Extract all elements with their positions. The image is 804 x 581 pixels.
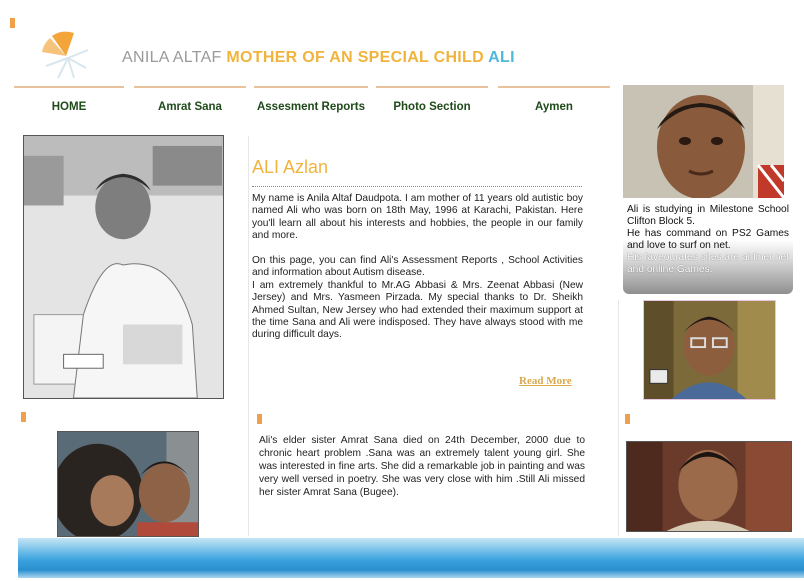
nav-item-amrat-sana[interactable] bbox=[134, 86, 246, 120]
ali-portrait-photo bbox=[23, 135, 224, 399]
sidebar-info-box bbox=[623, 200, 793, 294]
orange-marker bbox=[10, 18, 15, 28]
intro-text bbox=[252, 193, 583, 342]
nav-item-aymen[interactable] bbox=[498, 86, 610, 120]
footer-bar bbox=[18, 538, 804, 578]
nav-item-label: Amrat Sana bbox=[158, 101, 222, 113]
intro-paragraph: My name is Anila Altaf Daudpota. I am mother of 11 years old autistic boy named Ali who was born on 18th May, 1996 at Karachi, Pakistan. Here you'll learn all about his interests and hobbies, the people in our family and more. bbox=[252, 193, 583, 242]
read-more-link[interactable]: Read More bbox=[519, 375, 572, 387]
site-title-name: ANILA ALTAF bbox=[122, 49, 222, 66]
site-title bbox=[122, 49, 515, 67]
intro-paragraph: On this page, you can find Ali's Assessment Reports , School Activities and information about Autism disease. bbox=[252, 255, 583, 279]
main-heading: ALI Azlan bbox=[252, 157, 329, 177]
column-divider bbox=[248, 136, 249, 536]
sidebar-info-line: He has command on PS2 Games and love to surf on net. bbox=[627, 228, 789, 251]
ali-glasses-photo bbox=[643, 300, 776, 400]
nav-item-label: HOME bbox=[51, 101, 87, 113]
nav-item-label: Aymen bbox=[535, 101, 573, 113]
ali-with-sister-photo bbox=[57, 431, 199, 537]
sidebar-info-line: His faveourates sites are airliner.net and online Games. bbox=[627, 252, 789, 275]
column-divider bbox=[618, 300, 619, 536]
orange-marker bbox=[21, 412, 26, 422]
sidebar-info-line: Ali is studying in Milestone School Clifton Block 5. bbox=[627, 204, 789, 227]
ali-closeup-photo bbox=[623, 85, 784, 198]
nav-item-photo-section[interactable] bbox=[376, 86, 488, 120]
intro-paragraph: I am extremely thankful to Mr.AG Abbasi & Mrs. Zeenat Abbasi (New Jersey) and Mrs. Yasmeen Pirzada. My special thanks to Dr. Sheikh Ahmed Sultan, New Jersey who had extended their maximum support at the time Sana and Ali were indisposed. They have always stood with me during difficult days. bbox=[252, 279, 583, 341]
dotted-divider bbox=[252, 186, 582, 187]
main-nav bbox=[14, 86, 610, 120]
nav-item-home[interactable] bbox=[14, 86, 124, 120]
orange-marker bbox=[257, 414, 262, 424]
nav-item-label: Photo Section bbox=[393, 101, 471, 113]
site-title-ali: ALI bbox=[488, 49, 515, 66]
site-title-main: MOTHER OF AN SPECIAL CHILD bbox=[226, 49, 484, 66]
orange-marker bbox=[625, 414, 630, 424]
ali-smile-photo bbox=[626, 441, 792, 532]
nav-item-assesment-reports[interactable] bbox=[254, 86, 368, 120]
sister-text: Ali's elder sister Amrat Sana died on 24th December, 2000 due to chronic heart problem .Sana was an extremely talent young girl. She was interested in fine arts. She did a remarkable job in painting and was very well versed in poetry. She was very close with him .Still Ali missed her sister Amrat Sana (Bugee). bbox=[259, 435, 585, 498]
nav-item-label: Assesment Reports bbox=[256, 101, 365, 113]
site-logo[interactable] bbox=[40, 30, 92, 82]
